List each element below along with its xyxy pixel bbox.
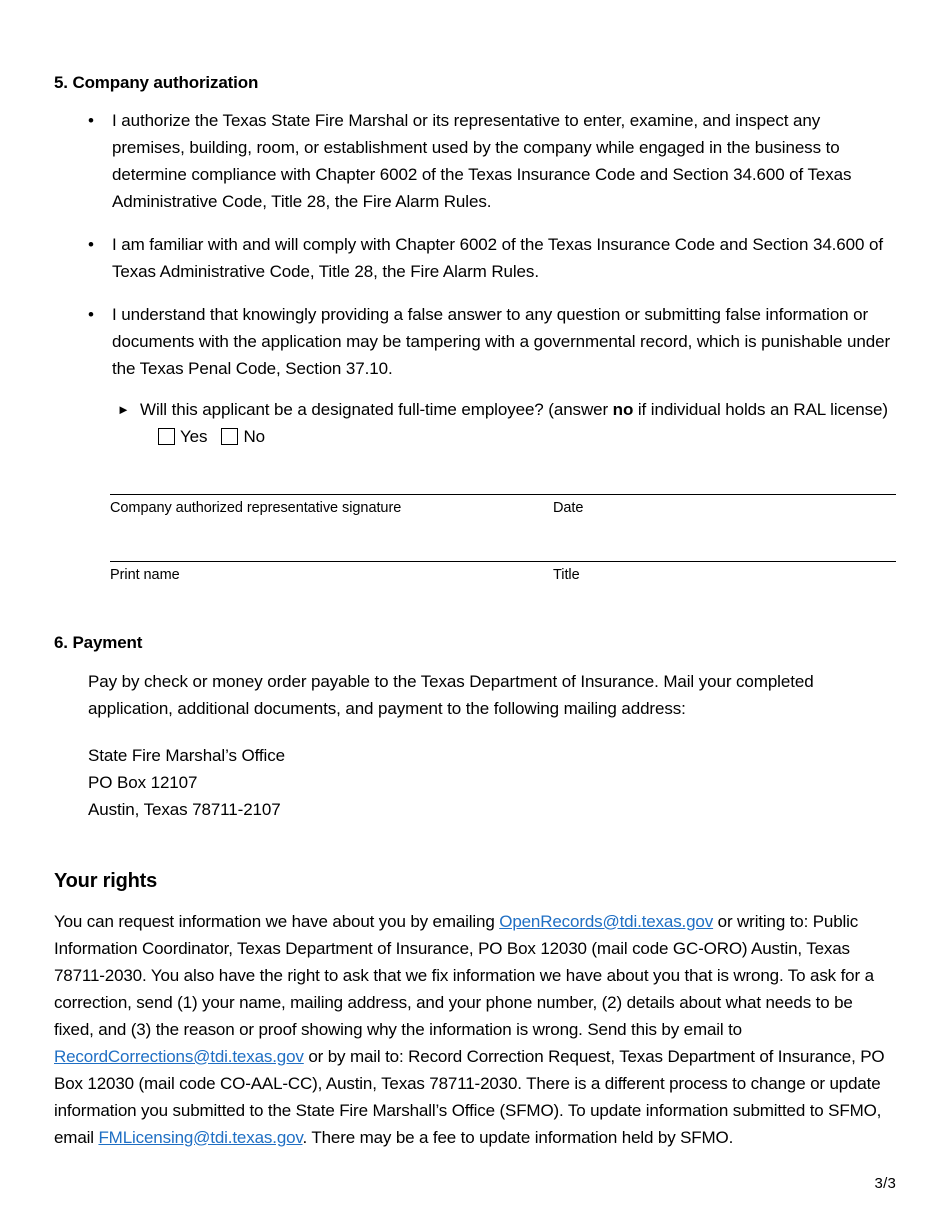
signature-row-1 — [110, 494, 896, 519]
open-records-email-link[interactable]: OpenRecords@tdi.texas.gov — [499, 911, 714, 931]
rights-text-4: . There may be a fee to update information held by SFMO. — [302, 1127, 734, 1147]
signature-label: Company authorized representative signature — [110, 500, 402, 517]
bullet-icon: • — [88, 235, 94, 255]
bullet-text: I am familiar with and will comply with Chapter 6002 of the Texas Insurance Code and Section 34.600 of Texas Administrative Code, Title 28, the Fire Alarm Rules. — [112, 235, 883, 282]
title-label: Title — [553, 567, 580, 584]
address-line: PO Box 12107 — [88, 772, 198, 792]
date-label: Date — [553, 500, 584, 517]
section-your-rights — [54, 869, 896, 1151]
question-text-after: if individual holds an RAL license) — [633, 400, 888, 420]
address-line: State Fire Marshal’s Office — [88, 745, 285, 765]
checkbox-no-label: No — [243, 427, 265, 447]
bullet-text: I understand that knowingly providing a false answer to any question or submitting false information or documents with the application may be tampering with a governmental record, which is punishable under the Texas Penal Code, Section 37.10. — [112, 305, 891, 379]
rights-text-3: or by mail to: Record Correction Request, Texas Department of Insurance, PO Box 12030 (mail code CO-AAL-CC), Austin, Texas 78711-2030. There is a different process to change or update information you submitted to the State Fire Marshall’s Office (SFMO). To update information submitted to SFMO, email — [54, 1046, 885, 1147]
address-line: Austin, Texas 78711-2107 — [88, 799, 281, 819]
signature-row-2 — [110, 561, 896, 586]
mailing-address — [88, 742, 896, 823]
your-rights-heading: Your rights — [54, 869, 157, 892]
rights-text-1: You can request information we have about you by emailing — [54, 911, 500, 931]
page-number: 3/3 — [874, 1175, 896, 1192]
question-emphasis: no — [612, 400, 634, 420]
triangle-bullet-icon: ► — [117, 402, 130, 418]
section-5-heading: 5. Company authorization — [54, 73, 259, 92]
fm-licensing-email-link[interactable]: FMLicensing@tdi.texas.gov — [98, 1127, 303, 1147]
bullet-icon: • — [88, 305, 94, 325]
print-name-label: Print name — [110, 567, 180, 584]
checkbox-no[interactable] — [221, 428, 238, 445]
section-company-authorization — [54, 72, 896, 586]
section-payment — [54, 632, 896, 822]
rights-text-2: or writing to: Public Information Coordinator, Texas Department of Insurance, PO Box 12030 (mail code GC-ORO) Austin, Texas 78711-2030. You also have the right to ask that we fix information we have about you that is wrong. To ask for a correction, send (1) your name, mailing address, and your phone number, (2) details about what needs to be fixed, and (3) the reason or proof showing why the information is wrong. Send this by email to — [54, 911, 874, 1039]
bullet-icon: • — [88, 111, 94, 131]
your-rights-paragraph — [54, 908, 896, 1151]
signature-spacer — [110, 519, 896, 561]
checkbox-yes-label: Yes — [180, 427, 208, 447]
section-6-heading: 6. Payment — [54, 633, 143, 653]
question-text-before: Will this applicant be a designated full-time employee? (answer — [140, 400, 613, 420]
record-corrections-email-link[interactable]: RecordCorrections@tdi.texas.gov — [54, 1046, 304, 1066]
full-time-employee-question — [112, 396, 896, 450]
checkbox-yes[interactable] — [158, 428, 175, 445]
authorization-bullet-list — [54, 107, 896, 382]
list-item — [54, 301, 896, 382]
payment-paragraph: Pay by check or money order payable to the Texas Department of Insurance. Mail your completed application, additional documents, and payment to the following mailing address: — [88, 671, 814, 718]
signature-block — [110, 494, 896, 586]
list-item — [54, 107, 896, 215]
list-item — [54, 231, 896, 285]
bullet-text: I authorize the Texas State Fire Marshal or its representative to enter, examine, and inspect any premises, building, room, or establishment used by the company while engaged in the business to determine compliance with Chapter 6002 of the Texas Insurance Code and Section 34.600 of Texas Administrative Code, Title 28, the Fire Alarm Rules. — [112, 111, 852, 212]
